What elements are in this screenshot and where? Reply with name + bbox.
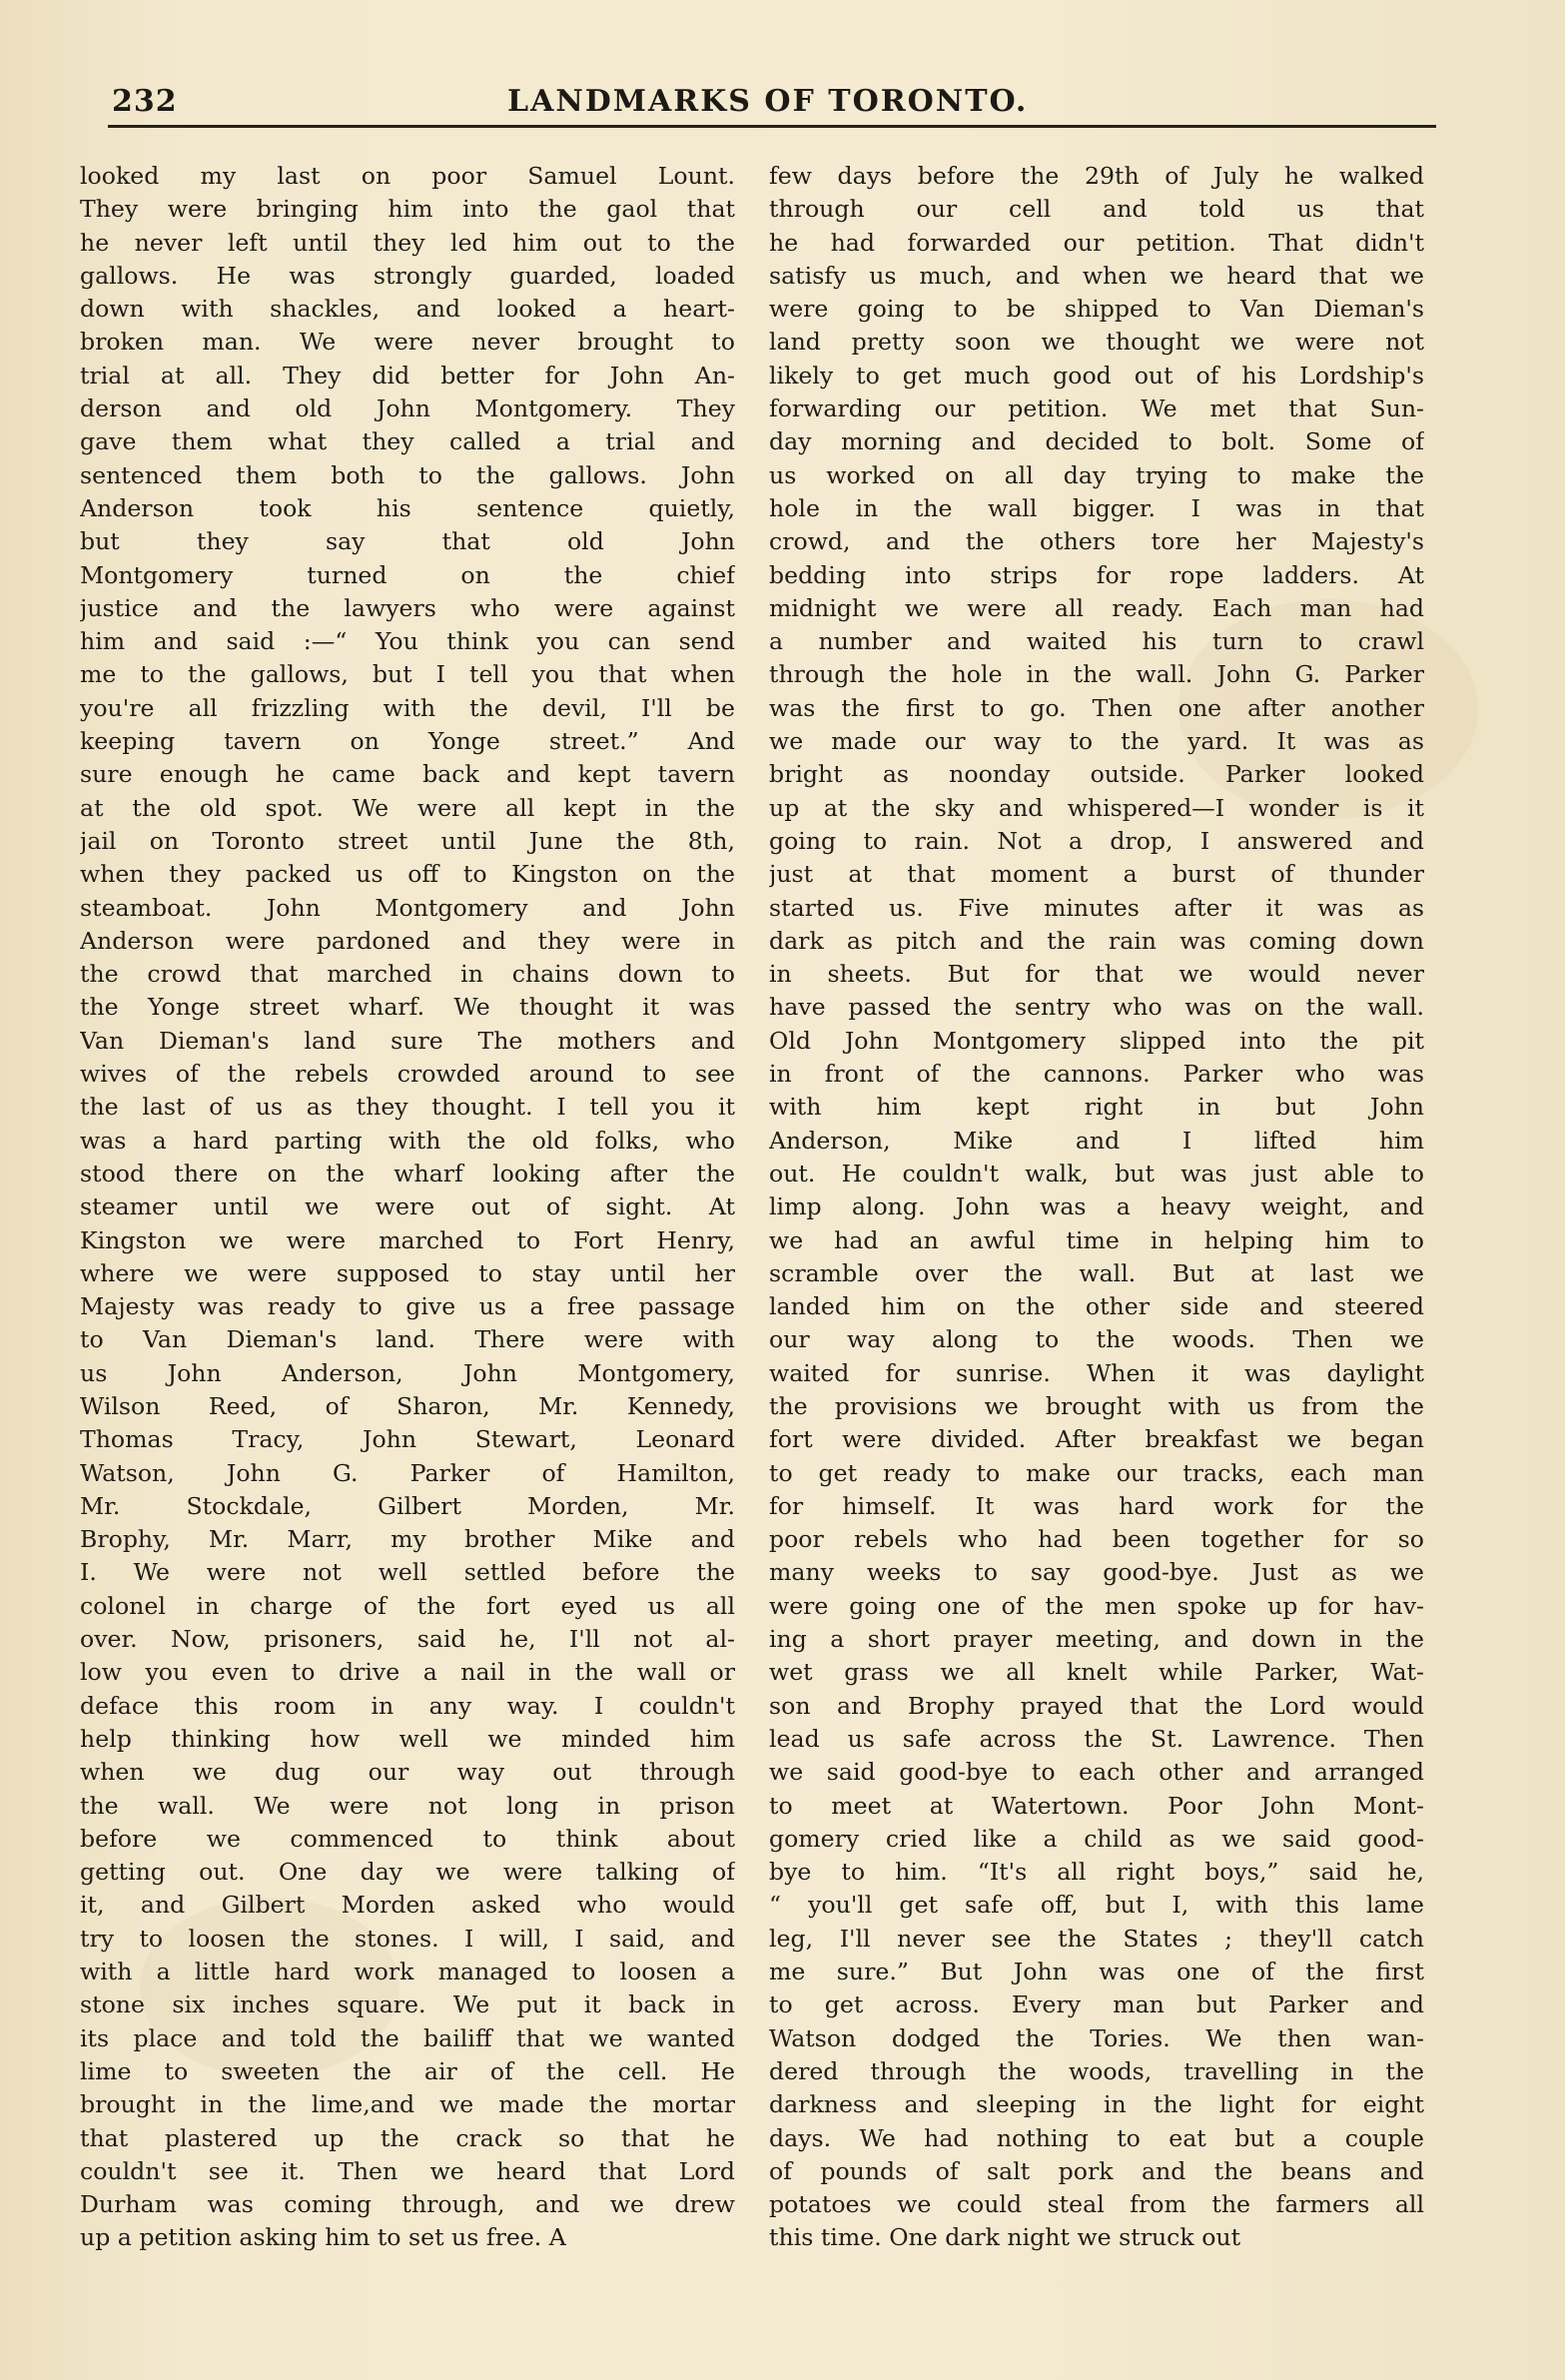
text-line: up at the sky and whispered—I wonder is it [769, 793, 1424, 822]
text-line: trial at all. They did better for John An- [80, 361, 735, 390]
text-line: that plastered up the crack so that he [80, 2123, 735, 2152]
text-line: the crowd that marched in chains down to [80, 960, 735, 989]
text-line: potatoes we could steal from the farmers all [769, 2190, 1424, 2219]
text-line: our way along to the woods. Then we [769, 1325, 1424, 1354]
text-line: he never left until they led him out to the [80, 228, 735, 257]
text-line: with him kept right in but John [769, 1093, 1424, 1122]
text-line: Wilson Reed, of Sharon, Mr. Kennedy, [80, 1391, 735, 1420]
text-line: wives of the rebels crowded around to see [80, 1060, 735, 1089]
text-line: Montgomery turned on the chief [80, 560, 735, 589]
text-line: many weeks to say good-bye. Just as we [769, 1558, 1424, 1587]
text-line: to get ready to make our tracks, each man [769, 1458, 1424, 1487]
text-line: with a little hard work managed to loosen a [80, 1958, 735, 1986]
text-line: for himself. It was hard work for the [769, 1491, 1424, 1520]
text-line: stood there on the wharf looking after the [80, 1159, 735, 1188]
text-line: down with shackles, and looked a heart- [80, 295, 735, 324]
text-line: “ you'll get safe off, but I, with this lame [769, 1891, 1424, 1920]
text-line: we said good-bye to each other and arranged [769, 1758, 1424, 1787]
text-line: him and said :—“ You think you can send [80, 627, 735, 656]
text-line: he had forwarded our petition. That didn't [769, 228, 1424, 257]
text-line: colonel in charge of the fort eyed us all [80, 1591, 735, 1620]
text-line: its place and told the bailiff that we wanted [80, 2023, 735, 2052]
text-line: sentenced them both to the gallows. John [80, 460, 735, 489]
text-line: going to rain. Not a drop, I answered and [769, 826, 1424, 855]
text-line: justice and the lawyers who were against [80, 593, 735, 622]
text-line: getting out. One day we were talking of [80, 1858, 735, 1887]
text-line: the wall. We were not long in prison [80, 1791, 735, 1820]
text-line: through our cell and told us that [769, 195, 1424, 224]
page-header [108, 82, 1436, 126]
page-number: 232 [112, 84, 178, 119]
text-line: before we commenced to think about [80, 1824, 735, 1853]
text-line: to meet at Watertown. Poor John Mont- [769, 1791, 1424, 1820]
text-line: Old John Montgomery slipped into the pit [769, 1026, 1424, 1055]
text-line: were going one of the men spoke up for hav- [769, 1591, 1424, 1620]
text-line: satisfy us much, and when we heard that we [769, 261, 1424, 290]
text-line: gallows. He was strongly guarded, loaded [80, 261, 735, 290]
text-line: up a petition asking him to set us free. A [80, 2223, 566, 2252]
text-line: day morning and decided to bolt. Some of [769, 427, 1424, 456]
text-line: fort were divided. After breakfast we began [769, 1425, 1424, 1454]
text-line: derson and old John Montgomery. They [80, 395, 735, 423]
text-line: help thinking how well we minded him [80, 1724, 735, 1753]
text-line: darkness and sleeping in the light for eight [769, 2090, 1424, 2119]
text-line: hole in the wall bigger. I was in that [769, 493, 1424, 522]
text-line: gomery cried like a child as we said good- [769, 1824, 1424, 1853]
text-line: we had an awful time in helping him to [769, 1225, 1424, 1254]
text-line: in sheets. But for that we would never [769, 960, 1424, 989]
text-line: I. We were not well settled before the [80, 1558, 735, 1587]
text-line: started us. Five minutes after it was as [769, 893, 1424, 922]
text-line: in front of the cannons. Parker who was [769, 1060, 1424, 1089]
text-line: couldn't see it. Then we heard that Lord [80, 2156, 735, 2185]
text-line: gave them what they called a trial and [80, 427, 735, 456]
text-line: this time. One dark night we struck out [769, 2223, 1241, 2252]
text-line: midnight we were all ready. Each man had [769, 593, 1424, 622]
text-line: landed him on the other side and steered [769, 1292, 1424, 1321]
text-line: us worked on all day trying to make the [769, 460, 1424, 489]
text-line: broken man. We were never brought to [80, 328, 735, 357]
text-line: steamboat. John Montgomery and John [80, 893, 735, 922]
text-line: wet grass we all knelt while Parker, Wat- [769, 1658, 1424, 1687]
text-line: Kingston we were marched to Fort Henry, [80, 1225, 735, 1254]
text-line: brought in the lime,and we made the mortar [80, 2090, 735, 2119]
text-line: just at that moment a burst of thunder [769, 860, 1424, 889]
left-text-column [80, 160, 735, 2255]
text-line: ing a short prayer meeting, and down in the [769, 1625, 1424, 1654]
text-line: me sure.” But John was one of the first [769, 1958, 1424, 1986]
text-line: waited for sunrise. When it was daylight [769, 1358, 1424, 1387]
text-line: Thomas Tracy, John Stewart, Leonard [80, 1425, 735, 1454]
text-line: lead us safe across the St. Lawrence. Then [769, 1724, 1424, 1753]
text-line: low you even to drive a nail in the wall or [80, 1658, 735, 1687]
text-line: forwarding our petition. We met that Sun- [769, 395, 1424, 423]
text-line: but they say that old John [80, 527, 735, 556]
text-line: you're all frizzling with the devil, I'll be [80, 693, 735, 722]
text-line: Anderson took his sentence quietly, [80, 493, 735, 522]
text-line: we made our way to the yard. It was as [769, 727, 1424, 756]
text-line: try to loosen the stones. I will, I said, and [80, 1924, 735, 1953]
text-line: Durham was coming through, and we drew [80, 2190, 735, 2219]
text-line: me to the gallows, but I tell you that when [80, 660, 735, 689]
text-line: Anderson, Mike and I lifted him [769, 1126, 1424, 1155]
text-line: son and Brophy prayed that the Lord would [769, 1691, 1424, 1720]
text-line: dark as pitch and the rain was coming down [769, 926, 1424, 955]
header-rule [108, 125, 1436, 128]
text-line: They were bringing him into the gaol that [80, 195, 735, 224]
text-line: when we dug our way out through [80, 1758, 735, 1787]
text-line: Mr. Stockdale, Gilbert Morden, Mr. [80, 1491, 735, 1520]
text-line: Brophy, Mr. Marr, my brother Mike and [80, 1525, 735, 1554]
text-line: the provisions we brought with us from the [769, 1391, 1424, 1420]
text-line: crowd, and the others tore her Majesty's [769, 527, 1424, 556]
text-line: few days before the 29th of July he walked [769, 162, 1424, 190]
text-line: where we were supposed to stay until her [80, 1258, 735, 1287]
text-line: keeping tavern on Yonge street.” And [80, 727, 735, 756]
text-line: the last of us as they thought. I tell you it [80, 1093, 735, 1122]
text-line: a number and waited his turn to crawl [769, 627, 1424, 656]
text-line: of pounds of salt pork and the beans and [769, 2156, 1424, 2185]
text-line: was a hard parting with the old folks, who [80, 1126, 735, 1155]
text-line: to Van Dieman's land. There were with [80, 1325, 735, 1354]
text-line: through the hole in the wall. John G. Parker [769, 660, 1424, 689]
text-line: deface this room in any way. I couldn't [80, 1691, 735, 1720]
text-line: Watson dodged the Tories. We then wan- [769, 2023, 1424, 2052]
text-line: the Yonge street wharf. We thought it was [80, 993, 735, 1022]
text-line: stone six inches square. We put it back in [80, 1990, 735, 2019]
text-line: Anderson were pardoned and they were in [80, 926, 735, 955]
text-line: jail on Toronto street until June the 8th, [80, 826, 735, 855]
text-line: steamer until we were out of sight. At [80, 1192, 735, 1221]
text-line: us John Anderson, John Montgomery, [80, 1358, 735, 1387]
text-line: out. He couldn't walk, but was just able to [769, 1159, 1424, 1188]
text-line: at the old spot. We were all kept in the [80, 793, 735, 822]
text-line: were going to be shipped to Van Dieman's [769, 295, 1424, 324]
text-line: looked my last on poor Samuel Lount. [80, 162, 735, 190]
text-line: scramble over the wall. But at last we [769, 1258, 1424, 1287]
text-line: dered through the woods, travelling in the [769, 2056, 1424, 2085]
text-line: sure enough he came back and kept tavern [80, 760, 735, 789]
text-line: Majesty was ready to give us a free passage [80, 1292, 735, 1321]
text-line: bye to him. “It's all right boys,” said he, [769, 1858, 1424, 1887]
running-title: LANDMARKS OF TORONTO. [507, 84, 1029, 119]
text-line: bright as noonday outside. Parker looked [769, 760, 1424, 789]
text-line: leg, I'll never see the States ; they'll catch [769, 1924, 1424, 1953]
text-line: poor rebels who had been together for so [769, 1525, 1424, 1554]
text-line: land pretty soon we thought we were not [769, 328, 1424, 357]
text-line: Van Dieman's land sure The mothers and [80, 1026, 735, 1055]
text-line: limp along. John was a heavy weight, and [769, 1192, 1424, 1221]
text-line: it, and Gilbert Morden asked who would [80, 1891, 735, 1920]
text-line: likely to get much good out of his Lordship's [769, 361, 1424, 390]
text-line: was the first to go. Then one after another [769, 693, 1424, 722]
text-line: over. Now, prisoners, said he, I'll not al- [80, 1625, 735, 1654]
text-line: when they packed us off to Kingston on the [80, 860, 735, 889]
text-line: bedding into strips for rope ladders. At [769, 560, 1424, 589]
text-line: to get across. Every man but Parker and [769, 1990, 1424, 2019]
text-line: days. We had nothing to eat but a couple [769, 2123, 1424, 2152]
text-line: have passed the sentry who was on the wall. [769, 993, 1424, 1022]
right-text-column [769, 160, 1424, 2255]
text-line: Watson, John G. Parker of Hamilton, [80, 1458, 735, 1487]
text-line: lime to sweeten the air of the cell. He [80, 2056, 735, 2085]
